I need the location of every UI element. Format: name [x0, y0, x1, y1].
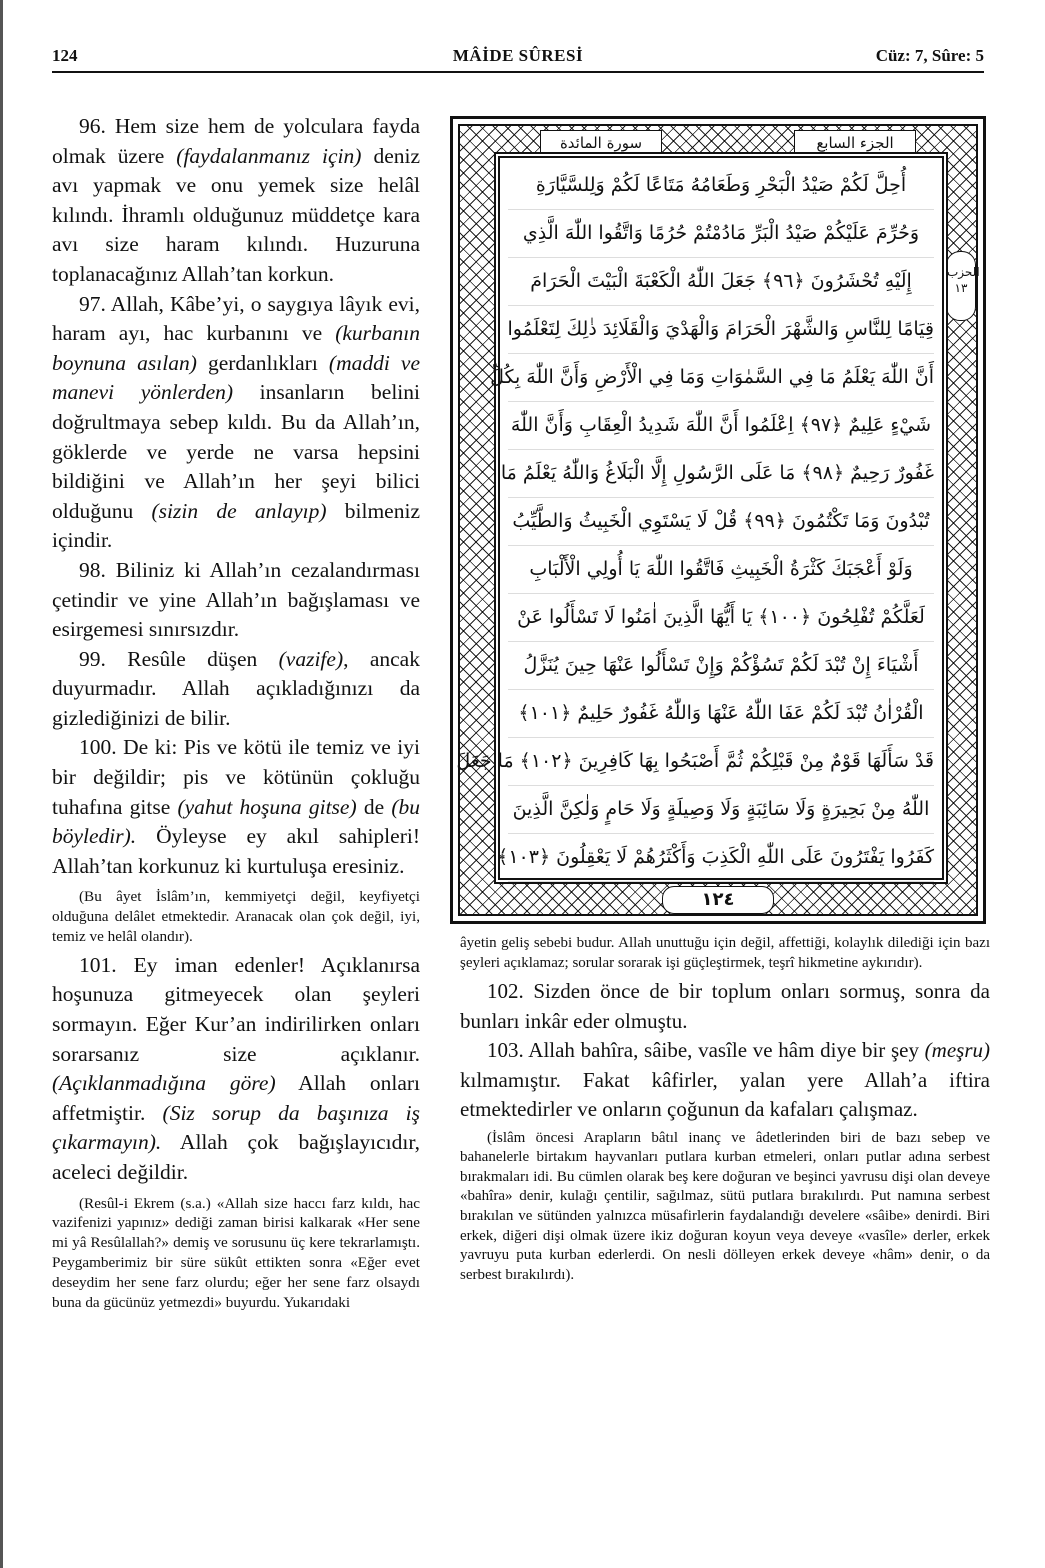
arabic-line: أُحِلَّ لَكُمْ صَيْدُ الْبَحْرِ وَطَعَامُهُ مَتَاعًا لَكُمْ وَلِلسَّيَّارَةِ: [508, 162, 934, 210]
note-101: (Resûl-i Ekrem (s.a.) «Allah size haccı farz kıldı, hac vazifenizi yapınız» dediği zaman birisi kalkarak «Her sene mi yâ Resûlallah?» demiş ve sorusunu üç kere tekrarlamıştı. Peygamberimiz bir süre sükût ettikten sonra «Eğer evet deseydim her sene farz olurdu; eğer her sene farz olsaydı buna da gücünüz yetmezdi» buyurdu. Yukarıdaki: [52, 1194, 420, 1311]
arabic-line: الْقُرْاٰنُ تُبْدَ لَكُمْ عَفَا اللّٰهُ عَنْهَا وَاللّٰهُ غَفُورٌ حَلِيمٌ ﴿١٠١﴾: [508, 690, 934, 738]
mushaf-page: [450, 116, 986, 924]
arabic-line: وَلَوْ أَعْجَبَكَ كَثْرَةُ الْخَبِيثِ فَاتَّقُوا اللّٰهَ يَا أُولِي الْأَلْبَابِ: [508, 546, 934, 594]
mushaf-page-number: ١٢٤: [662, 886, 774, 914]
verse-96: 96. Hem size hem de yolculara fayda olmak üzere (faydalanmanız için) deniz avı yapmak ve onu yemek size helâl kılındı. İhramlı olduğunuz müddetçe kara avı size haram kılındı. Huzuruna toplanacağınız Allah’tan korkun.: [52, 114, 421, 286]
verse-103: 103. Allah bahîra, sâibe, vasîle ve hâm diye bir şey (meşru) kılmamıştır. Fakat kâfirler, yalan yere Allah’a iftira etmektedirler ve onların çoğunun da kafaları çalışmaz.: [460, 1038, 990, 1122]
arabic-line: غَفُورٌ رَحِيمٌ ﴿٩٨﴾ مَا عَلَى الرَّسُولِ إِلَّا الْبَلَاغُ وَاللّٰهُ يَعْلَمُ مَا: [508, 450, 934, 498]
juz-sura-label: Cüz: 7, Sûre: 5: [875, 46, 984, 65]
page-number: 124: [52, 46, 78, 65]
arabic-line: اللّٰهُ مِنْ بَحِيرَةٍ وَلَا سَائِبَةٍ وَلَا وَصِيلَةٍ وَلَا حَامٍ وَلٰكِنَّ الَّذِينَ: [508, 786, 934, 834]
arabic-line: أَشْيَاءَ إِنْ تُبْدَ لَكُمْ تَسُؤْكُمْ وَإِنْ تَسْأَلُوا عَنْهَا حِينَ يُنَزَّلُ: [508, 642, 934, 690]
page-edge: [0, 0, 3, 1568]
hizb-marker: الحزب ١٣: [946, 251, 976, 321]
arabic-line: أَنَّ اللّٰهَ يَعْلَمُ مَا فِي السَّمٰوَاتِ وَمَا فِي الْأَرْضِ وَأَنَّ اللّٰهَ بِكُلِّ: [508, 354, 934, 402]
juz-label: الجزء السابع: [794, 130, 916, 156]
arabic-line: إِلَيْهِ تُحْشَرُونَ ﴿٩٦﴾ جَعَلَ اللّٰهُ الْكَعْبَةَ الْبَيْتَ الْحَرَامَ: [508, 258, 934, 306]
verse-102: 102. Sizden önce de bir toplum onları sormuş, sonra da bunları inkâr eder olmuştu.: [460, 979, 990, 1033]
verse-98: 98. Biliniz ki Allah’ın cezalandırması çetindir ve yine Allah’ın bağışlaması ve esirgemesi sınırsızdır.: [52, 557, 420, 642]
page-header: [52, 44, 984, 74]
verse-97: 97. Allah, Kâbe’yi, o saygıya lâyık evi, haram ayı, hac kurbanını ve (kurbanın boynuna asılan) gerdanlıkları (maddi ve manevi yönlerden) insanların belini doğrultmaya sebep kıldı. Bu da Allah’ın, göklerde ve yerde ne varsa hepsini bildiğini ve Allah’ın her şeyi bilici olduğunu (sizin de anlayıp) bilmeniz içindir.: [52, 291, 420, 553]
note-101-continued: âyetin geliş sebebi budur. Allah unuttuğu için değil, affettiği, kolaylık dilediği için bazı şeyleri açıklamaz; sorular sorarak işi güçleştirmek, teşrî hikmetine aykırıdır).: [460, 935, 990, 971]
verse-99: 99. Resûle düşen (vazife), ancak duyurmadır. Allah açıkladığınızı da gizlediğinizi de bilir.: [52, 646, 420, 730]
left-column: [52, 112, 420, 1316]
arabic-line: لَعَلَّكُمْ تُفْلِحُونَ ﴿١٠٠﴾ يَا أَيُّهَا الَّذِينَ اٰمَنُوا لَا تَسْأَلُوا عَنْ: [508, 594, 934, 642]
page-title: MÂİDE SÛRESİ: [452, 46, 584, 65]
right-column: [460, 934, 990, 1289]
note-103: (İslâm öncesi Arapların bâtıl inanç ve âdetlerinden biri de bazı sebep ve bahanelerle birtakım hayvanları putlara kurban etmeleri, onları putlar adına serbest bırakmaları idi. Bu cümlen olarak beş kere doğuran ve beşinci yavrusu dişi olan deveye «bahîra» denir, kulağı çentilir, sağılmaz, sütü putlara bırakılırdı. Put namına serbest bırakılan ve sütünden yalnızca müsafirlerin faydalandığı develere «sâibe» denirdi. Biri erkek, diğeri dişi olmak üzere ikiz doğuran koyun veya deveye «vasîle» derler, erkek yavruyu puta kurban ederlerdi. On nesli dölleyen erkek deveye «hâm» denir, o da serbest bırakılırdı).: [460, 1129, 990, 1283]
verse-100: 100. De ki: Pis ve kötü ile temiz ve iyi bir değildir; pis ve kötünün çokluğu tuhafına gitse (yahut hoşuna gitse) de (bu böyledir). Öyleyse ey akıl sahipleri! Allah’tan korkunuz ki kurtuluşa eresiniz.: [52, 735, 420, 878]
mushaf-text-area: [456, 156, 944, 880]
sura-label: سورة المائدة: [540, 130, 662, 156]
header-rule: [52, 71, 984, 73]
arabic-line: وَحُرِّمَ عَلَيْكُمْ صَيْدُ الْبَرِّ مَادُمْتُمْ حُرُمًا وَاتَّقُوا اللّٰهَ الَّذِي: [508, 210, 934, 258]
arabic-line: قَدْ سَأَلَهَا قَوْمٌ مِنْ قَبْلِكُمْ ثُمَّ أَصْبَحُوا بِهَا كَافِرِينَ ﴿١٠٢﴾ مَا جَعَلَ: [508, 738, 934, 786]
arabic-line: شَيْءٍ عَلِيمٌ ﴿٩٧﴾ اِعْلَمُوا أَنَّ اللّٰهَ شَدِيدُ الْعِقَابِ وَأَنَّ اللّٰهَ: [508, 402, 934, 450]
arabic-lines: [456, 162, 934, 874]
arabic-line: تُبْدُونَ وَمَا تَكْتُمُونَ ﴿٩٩﴾ قُلْ لَا يَسْتَوِي الْخَبِيثُ وَالطَّيِّبُ: [508, 498, 934, 546]
verse-101: 101. Ey iman edenler! Açıklanırsa hoşunuza gitmeyecek olan şeyleri sormayın. Eğer Kur’an indirilirken onları sorarsanız size açıklanır. (Açıklanmadığına göre) Allah onları affetmiştir. (Siz sorup da başınıza iş çıkarmayın). Allah çok bağışlayıcıdır, aceleci değildir.: [52, 952, 420, 1184]
arabic-line: كَفَرُوا يَفْتَرُونَ عَلَى اللّٰهِ الْكَذِبَ وَأَكْثَرُهُمْ لَا يَعْقِلُونَ ﴿١٠٣﴾: [508, 834, 934, 882]
note-100: (Bu âyet İslâm’ın, kemmiyetçi değil, keyfiyetçi olduğuna delâlet etmektedir. Aranacak olan çok değil, iyi, temiz ve helâl olandır).: [52, 888, 420, 946]
arabic-line: قِيَامًا لِلنَّاسِ وَالشَّهْرَ الْحَرَامَ وَالْهَدْيَ وَالْقَلَائِدَ ذٰلِكَ لِتَعْلَمُوا: [508, 306, 934, 354]
